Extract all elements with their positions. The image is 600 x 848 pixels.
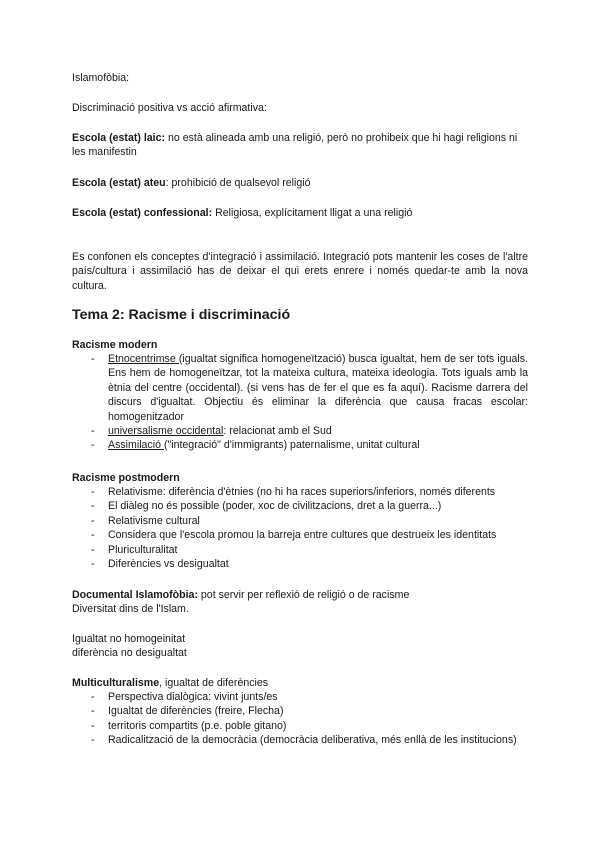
- islamofobia-line: Islamofòbia:: [72, 72, 130, 84]
- universalisme-term: universalisme occidental: [108, 425, 224, 438]
- multiculturalisme-list: [72, 690, 528, 748]
- list-item: - El diàleg no és possible (poder, xoc de civilitzacions, dret a la guerra...): [72, 499, 528, 513]
- list-item: - Relativisme cultural: [72, 514, 528, 528]
- escola-confessional-para: [72, 206, 528, 220]
- escola-laic-desc: no està alineada amb una religió, però no prohibeix que hi hagi religions ni les manifestin: [72, 132, 518, 159]
- escola-laic-term: Escola (estat) laic:: [72, 132, 166, 144]
- escola-ateu-term: Escola (estat) ateu: [72, 177, 166, 189]
- racisme-postmodern-list: [72, 485, 528, 571]
- igualtat-line: Igualtat no homogeinitat: [72, 633, 186, 645]
- racisme-modern-heading: Racisme modern: [72, 339, 158, 351]
- list-item: [72, 424, 528, 438]
- diversitat-line: Diversitat dins de l'Islam.: [72, 603, 189, 615]
- list-item-text: : relacionat amb el Sud: [223, 425, 332, 438]
- assimilacio-term: Assimilació: [108, 439, 164, 452]
- etnocentrisme-term: Etnocentrimse: [108, 353, 179, 365]
- multiculturalisme-line: [72, 676, 528, 690]
- list-item: - Diferències vs desigualtat: [72, 557, 528, 571]
- multiculturalisme-term: Multiculturalisme: [72, 677, 160, 689]
- list-item: - territoris compartits (p.e. poble gitano): [72, 719, 528, 733]
- multiculturalisme-desc: , igualtat de diferències: [159, 677, 269, 689]
- list-item: - Radicalització de la democràcia (democràcia deliberativa, més enllà de les institucions): [72, 733, 528, 747]
- list-item: [72, 438, 528, 452]
- documental-term: Documental Islamofòbia:: [72, 589, 198, 601]
- escola-ateu-para: [72, 176, 528, 190]
- list-item: [72, 352, 528, 424]
- list-item: - Pluriculturalitat: [72, 543, 528, 557]
- racisme-modern-list: [72, 352, 528, 453]
- escola-ateu-desc: : prohibició de qualsevol religió: [165, 177, 311, 189]
- list-item-text: (igualtat significa homogeneïtzació) busca igualtat, hem de ser tots iguals. Ens hem de homogeneïtzar, tot la mateixa cultura, mateixa ideologia. Tots iguals amb la ètnia del centre (occidental). (si vens has de fer el que es fa aquí). Racisme darrera del discurs d'igualtat. Objectiu és eliminar la diferència que causa fracas escolar: homogenitzador: [108, 353, 528, 423]
- escola-confessional-desc: Religiosa, explícitament lligat a una religió: [212, 207, 413, 219]
- confonen-paragraph: Es confonen els conceptes d'integració i assimilació. Integració pots mantenir les coses de l'altre país/cultura i assimilació has de deixar el qui erets enrere i només quedar-te amb la nova cultura.: [72, 251, 528, 292]
- diferencia-line: diferència no desigualtat: [72, 647, 187, 659]
- discriminacio-line: Discriminació positiva vs acció afirmativa:: [72, 102, 267, 114]
- list-item-text: ("integració" d'immigrants) paternalisme, unitat cultural: [163, 439, 420, 452]
- tema-2-heading: Tema 2: Racisme i discriminació: [72, 307, 291, 323]
- escola-laic-para: [72, 131, 528, 160]
- list-item: - Perspectiva dialògica: vivint junts/es: [72, 690, 528, 704]
- list-item: - Igualtat de diferències (freire, Flecha): [72, 704, 528, 718]
- racisme-postmodern-heading: Racisme postmodern: [72, 472, 180, 484]
- escola-confessional-term: Escola (estat) confessional:: [72, 207, 213, 219]
- list-item: - Considera que l'escola promou la barreja entre cultures que destrueix les identitats: [72, 528, 528, 542]
- documental-line: [72, 588, 528, 602]
- list-item: - Relativisme: diferència d'ètnies (no hi ha races superiors/inferiors, només diferents: [72, 485, 528, 499]
- documental-desc: pot servir per reflexió de religió o de racisme: [197, 589, 410, 601]
